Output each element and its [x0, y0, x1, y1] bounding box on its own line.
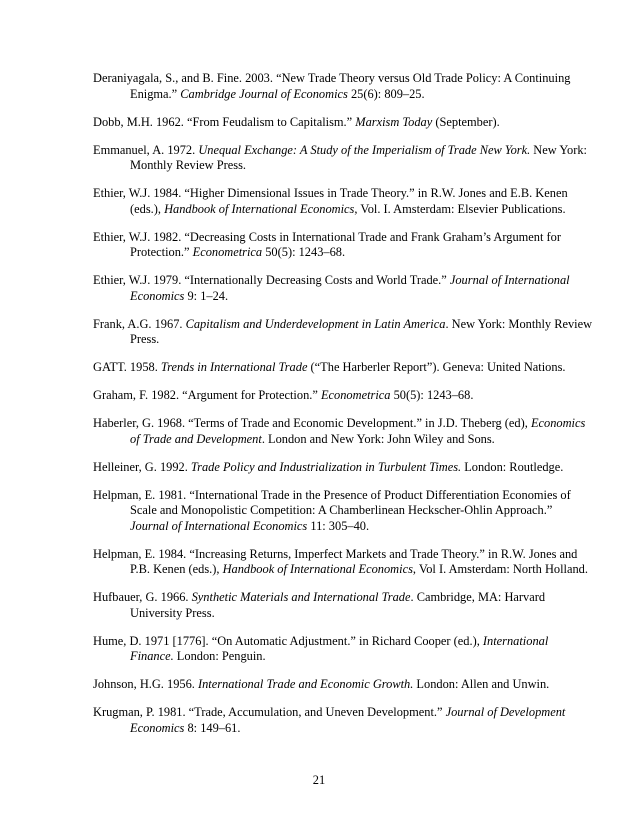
reference-text: Ethier, W.J. 1984. “Higher Dimensional Issues in Trade Theory.” in R.W. Jones and E.B. Kenen (eds.),: [93, 186, 568, 216]
reference-entry: [93, 388, 593, 404]
reference-text: Emmanuel, A. 1972.: [93, 142, 199, 157]
reference-text: (“The Harberler Report”). Geneva: United Nations.: [307, 360, 566, 374]
reference-text: Deraniyagala, S., and B. Fine. 2003. “New Trade Theory versus Old Trade Policy: A Continuing Enigma.”: [93, 71, 571, 101]
reference-source-title: Synthetic Materials and International Trade: [191, 590, 411, 604]
reference-entry: [93, 547, 593, 578]
reference-text: Frank, A.G. 1967.: [93, 316, 186, 331]
reference-text: . New York: Monthly Review Press.: [130, 316, 593, 346]
reference-source-title: Trends in International Trade: [160, 360, 308, 374]
reference-source-title: Econometrica: [320, 388, 391, 402]
reference-entry: [93, 230, 593, 261]
reference-source-title: Handbook of International Economics: [222, 562, 413, 576]
reference-source-title: Marxism Today: [355, 114, 433, 129]
reference-source-title: Journal of International Economics: [130, 273, 570, 303]
reference-source-title: Econometrica: [192, 245, 263, 259]
reference-text: 50(5): 1243–68.: [262, 245, 346, 259]
reference-entry: [93, 115, 593, 131]
reference-entry: [93, 460, 593, 476]
reference-text: Hume, D. 1971 [1776]. “On Automatic Adjustment.” in Richard Cooper (ed.),: [93, 633, 483, 648]
reference-text: Krugman, P. 1981. “Trade, Accumulation, and Uneven Development.”: [93, 705, 446, 719]
reference-text: . Cambridge, MA: Harvard University Press.: [130, 590, 546, 620]
reference-entry: [93, 416, 593, 447]
reference-source-title: Trade Policy and Industrialization in Turbulent Times.: [190, 459, 462, 474]
reference-text: GATT. 1958.: [93, 360, 161, 374]
reference-text: (September).: [432, 114, 500, 129]
reference-text: Helpman, E. 1984. “Increasing Returns, Imperfect Markets and Trade Theory.” in R.W. Jones and P.B. Kenen (eds.),: [93, 546, 578, 576]
reference-text: Helleiner, G. 1992.: [93, 459, 191, 474]
reference-text: 25(6): 809–25.: [347, 86, 425, 101]
reference-text: New York: Monthly Review Press.: [130, 142, 588, 172]
reference-source-title: Handbook of International Economics: [164, 201, 355, 216]
reference-text: London: Routledge.: [461, 459, 564, 474]
reference-text: Ethier, W.J. 1979. “Internationally Decreasing Costs and World Trade.”: [93, 273, 450, 287]
reference-source-title: International Finance.: [130, 633, 549, 663]
reference-entry: [93, 71, 593, 102]
reference-source-title: Economics of Trade and Development: [130, 416, 586, 446]
reference-source-title: Capitalism and Underdevelopment in Latin America: [185, 316, 446, 331]
reference-entry: [93, 590, 593, 621]
reference-text: Graham, F. 1982. “Argument for Protection.”: [93, 388, 321, 402]
reference-text: Dobb, M.H. 1962. “From Feudalism to Capitalism.”: [93, 114, 356, 129]
reference-entry: [93, 634, 593, 665]
reference-source-title: International Trade and Economic Growth.: [197, 677, 414, 691]
reference-entry: [93, 677, 593, 693]
reference-text: 50(5): 1243–68.: [390, 388, 474, 402]
reference-text: , Vol. I. Amsterdam: Elsevier Publications.: [354, 201, 566, 216]
reference-text: London: Allen and Unwin.: [413, 677, 550, 691]
reference-entry: [93, 705, 593, 736]
reference-source-title: Unequal Exchange: A Study of the Imperialism of Trade New York.: [198, 142, 531, 157]
page-number: 21: [312, 773, 326, 787]
reference-source-title: Journal of International Economics: [130, 518, 308, 533]
reference-text: 9: 1–24.: [184, 288, 229, 303]
reference-text: London: Penguin.: [173, 649, 266, 663]
reference-entry: [93, 273, 593, 304]
reference-entry: [93, 317, 593, 348]
reference-text: 8: 149–61.: [184, 720, 241, 735]
reference-source-title: Cambridge Journal of Economics: [180, 86, 348, 101]
reference-text: Haberler, G. 1968. “Terms of Trade and Economic Development.” in J.D. Theberg (ed),: [93, 416, 531, 430]
reference-entry: [93, 488, 593, 535]
reference-entry: [93, 360, 593, 376]
reference-text: . London and New York: John Wiley and Sons.: [261, 431, 495, 446]
reference-text: 11: 305–40.: [307, 518, 370, 533]
reference-entry: [93, 186, 593, 217]
reference-text: , Vol I. Amsterdam: North Holland.: [412, 562, 588, 576]
reference-entry: [93, 143, 593, 174]
reference-source-title: Journal of Development Economics: [130, 705, 566, 735]
reference-list: [93, 71, 593, 749]
reference-text: Johnson, H.G. 1956.: [93, 677, 198, 691]
reference-text: Ethier, W.J. 1982. “Decreasing Costs in International Trade and Frank Graham’s Argument for Protection.”: [93, 229, 561, 259]
reference-text: Hufbauer, G. 1966.: [93, 590, 192, 604]
reference-text: Helpman, E. 1981. “International Trade in the Presence of Product Differentiation Economies of Scale and Monopolistic Competition: A Chamberlinean Heckscher-Ohlin Approach.”: [93, 487, 571, 517]
